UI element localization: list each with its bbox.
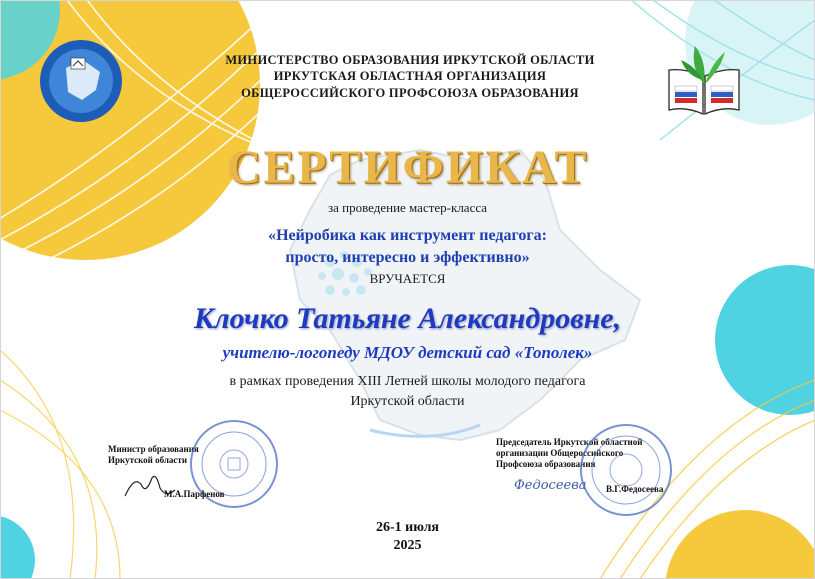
certificate-title: СЕРТИФИКАТ — [226, 141, 589, 194]
left-title-line-1: Министр образования — [108, 444, 199, 454]
right-handwritten-signature: Федосеева — [514, 478, 587, 493]
context-line-1: в рамках проведения XIII Летней школы молодого педагога — [229, 374, 586, 389]
topic-line-2: просто, интересно и эффективно» — [285, 249, 530, 266]
ministry-logo-emblem — [38, 38, 124, 124]
date-line-2: 2025 — [393, 538, 422, 553]
ministry-logo — [38, 38, 124, 124]
right-title-line-3: Профсоюза образования — [496, 459, 596, 469]
header-line-1: МИНИСТЕРСТВО ОБРАЗОВАНИЯ ИРКУТСКОЙ ОБЛАСТИ — [225, 53, 595, 67]
left-signatory-title — [108, 444, 199, 466]
left-title-line-2: Иркутской области — [108, 455, 188, 465]
awarded-text: ВРУЧАЕТСЯ — [369, 271, 446, 286]
topic-line-1: «Нейробика как инструмент педагога: — [268, 227, 547, 244]
context-line-2: Иркутской области — [350, 394, 465, 409]
teal-circle-right — [715, 265, 815, 415]
right-title-line-2: организации Общероссийского — [496, 448, 624, 458]
right-stamp — [578, 422, 674, 518]
header-line-3: ОБЩЕРОССИЙСКОГО ПРОФСОЮЗА ОБРАЗОВАНИЯ — [241, 86, 579, 100]
header-line-2: ИРКУТСКАЯ ОБЛАСТНАЯ ОРГАНИЗАЦИЯ — [273, 69, 547, 83]
right-title-line-1: Председатель Иркутской областной — [496, 437, 643, 447]
date-line-1: 26-1 июля — [375, 520, 439, 535]
recipient-position: учителю-логопеду МДОУ детский сад «Тополек» — [222, 343, 593, 362]
recipient-name: Клочко Татьяне Александровне, — [193, 302, 622, 335]
union-logo — [665, 40, 743, 116]
left-signatory-name: М.А.Парфенов — [164, 489, 225, 499]
for-text: за проведение мастер-класса — [327, 200, 488, 215]
right-signatory-name: В.Г.Федосеева — [606, 484, 664, 494]
